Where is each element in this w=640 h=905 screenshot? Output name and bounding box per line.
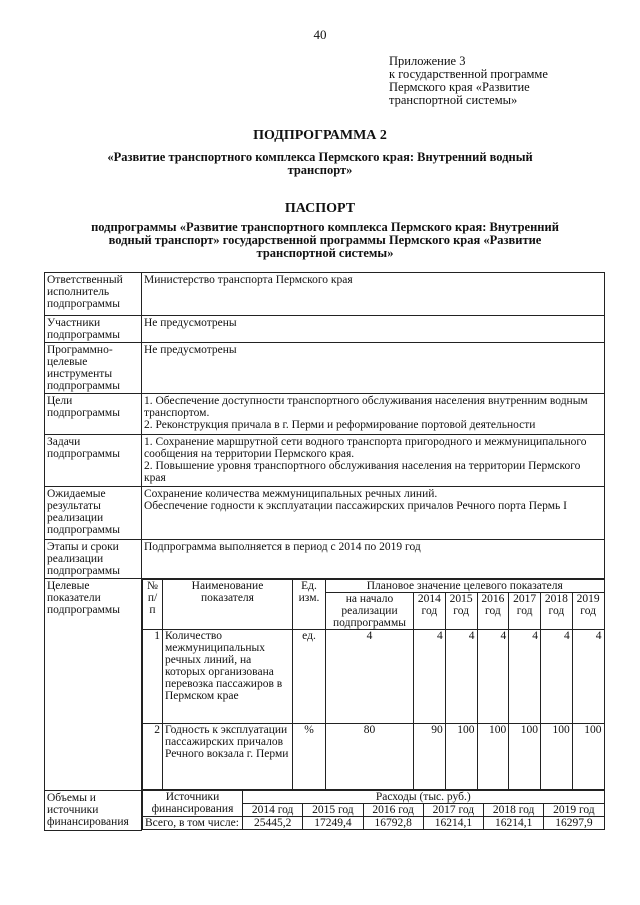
cell-unit: % xyxy=(293,724,326,790)
col-header-year: 2019 год xyxy=(544,804,604,817)
goal-line: 1. Обеспечение доступности транспортного обслуживания населения внутренним водным транспортом. xyxy=(144,395,588,419)
row-label: Этапы и сроки реализации подпрограммы xyxy=(45,540,142,579)
cell-value: 16214,1 xyxy=(484,817,544,830)
table-row xyxy=(45,343,605,394)
table-row xyxy=(143,817,605,830)
col-header-name: Наименование показателя xyxy=(163,580,293,630)
row-value xyxy=(142,435,605,487)
cell-value: 100 xyxy=(445,724,477,790)
row-label: Объемы и источники финансирования xyxy=(45,790,142,830)
row-label: Ответственный исполнитель подпрограммы xyxy=(45,273,142,316)
col-header-year: 2018 год xyxy=(484,804,544,817)
cell-name: Количество межмуниципальных речных линий, на которых организована перевозка пассажиров в Пермском крае xyxy=(163,630,293,724)
col-header-year: 2018 год xyxy=(541,593,573,630)
appendix-note xyxy=(389,55,548,107)
cell-value: 4 xyxy=(414,630,446,724)
passport-subtitle: подпрограммы «Развитие транспортного комплекса Пермского края: Внутренний водный транспорт» государственной программы Пермского края «Развитие транспортной системы» xyxy=(91,220,559,260)
row-value: Подпрограмма выполняется в период с 2014 по 2019 год xyxy=(142,540,605,579)
row-value xyxy=(142,394,605,435)
table-row xyxy=(45,540,605,579)
row-label: Целевые показатели подпрограммы xyxy=(45,579,142,791)
col-header-unit: Ед. изм. xyxy=(293,580,326,630)
passport-table xyxy=(44,272,605,831)
cell-num: 1 xyxy=(143,630,163,724)
table-row xyxy=(45,790,605,830)
col-header-source: Источники финансирования xyxy=(143,791,243,817)
row-value: Не предусмотрены xyxy=(142,343,605,394)
funding-table xyxy=(142,790,605,830)
cell-value: 100 xyxy=(477,724,509,790)
col-header-year: 2015 год xyxy=(303,804,363,817)
col-header-planned: Плановое значение целевого показателя xyxy=(326,580,605,593)
cell-value: 4 xyxy=(445,630,477,724)
col-header-year: 2016 год xyxy=(477,593,509,630)
row-value: Не предусмотрены xyxy=(142,316,605,343)
cell-value: 4 xyxy=(509,630,541,724)
cell-source: Всего, в том числе: xyxy=(143,817,243,830)
cell-name: Годность к эксплуатации пассажирских причалов Речного вокзала г. Перми xyxy=(163,724,293,790)
indicators-cell xyxy=(142,579,605,791)
table-row xyxy=(45,394,605,435)
cell-value: 4 xyxy=(326,630,414,724)
col-header-year: 2019 год xyxy=(572,593,604,630)
col-header-num: № п/п xyxy=(143,580,163,630)
cell-value: 17249,4 xyxy=(303,817,363,830)
subprogram-name: «Развитие транспортного комплекса Пермского края: Внутренний водный транспорт» xyxy=(107,150,533,177)
col-header-expenses: Расходы (тыс. руб.) xyxy=(243,791,605,804)
cell-value: 4 xyxy=(572,630,604,724)
row-value xyxy=(142,487,605,540)
table-row xyxy=(143,630,605,724)
table-row xyxy=(143,724,605,790)
appendix-line: транспортной системы» xyxy=(389,93,518,107)
appendix-line: Пермского края «Развитие xyxy=(389,80,530,94)
cell-value: 16297,9 xyxy=(544,817,604,830)
cell-value: 25445,2 xyxy=(243,817,303,830)
subprogram-title: ПОДПРОГРАММА 2 xyxy=(253,128,387,143)
result-line: Обеспечение годности к эксплуатации пассажирских причалов Речного порта Пермь I xyxy=(144,500,567,512)
task-line: 2. Повышение уровня транспортного обслуживания населения на территории Пермского края xyxy=(144,460,581,484)
cell-value: 80 xyxy=(326,724,414,790)
row-label: Ожидаемые результаты реализации подпрограммы xyxy=(45,487,142,540)
table-row xyxy=(143,580,605,593)
cell-value: 100 xyxy=(509,724,541,790)
appendix-line: к государственной программе xyxy=(389,67,548,81)
row-label: Задачи подпрограммы xyxy=(45,435,142,487)
row-label: Цели подпрограммы xyxy=(45,394,142,435)
cell-value: 100 xyxy=(541,724,573,790)
cell-value: 100 xyxy=(572,724,604,790)
cell-value: 16214,1 xyxy=(423,817,483,830)
col-header-year: 2014 год xyxy=(243,804,303,817)
row-value: Министерство транспорта Пермского края xyxy=(142,273,605,316)
row-label: Программно-целевые инструменты подпрограммы xyxy=(45,343,142,394)
indicators-table xyxy=(142,579,605,790)
col-header-year: 2017 год xyxy=(423,804,483,817)
cell-unit: ед. xyxy=(293,630,326,724)
row-label: Участники подпрограммы xyxy=(45,316,142,343)
table-row xyxy=(45,487,605,540)
appendix-line: Приложение 3 xyxy=(389,54,466,68)
cell-value: 90 xyxy=(414,724,446,790)
col-header-year: 2015 год xyxy=(445,593,477,630)
col-header-year: 2014 год xyxy=(414,593,446,630)
col-header-start: на начало реализации подпрограммы xyxy=(326,593,414,630)
cell-value: 4 xyxy=(477,630,509,724)
table-row xyxy=(45,435,605,487)
goal-line: 2. Реконструкция причала в г. Перми и реформирование портовой деятельности xyxy=(144,419,536,431)
col-header-year: 2016 год xyxy=(363,804,423,817)
page-number: 40 xyxy=(313,27,327,42)
funding-cell xyxy=(142,790,605,830)
cell-value: 16792,8 xyxy=(363,817,423,830)
cell-value: 4 xyxy=(541,630,573,724)
passport-title: ПАСПОРТ xyxy=(284,201,356,216)
cell-num: 2 xyxy=(143,724,163,790)
col-header-year: 2017 год xyxy=(509,593,541,630)
table-row xyxy=(45,316,605,343)
result-line: Сохранение количества межмуниципальных речных линий. xyxy=(144,488,438,500)
table-row xyxy=(45,579,605,791)
task-line: 1. Сохранение маршрутной сети водного транспорта пригородного и межмуниципального сообщения на территории Пермского края. xyxy=(144,436,587,460)
table-row xyxy=(45,273,605,316)
table-row xyxy=(143,791,605,804)
